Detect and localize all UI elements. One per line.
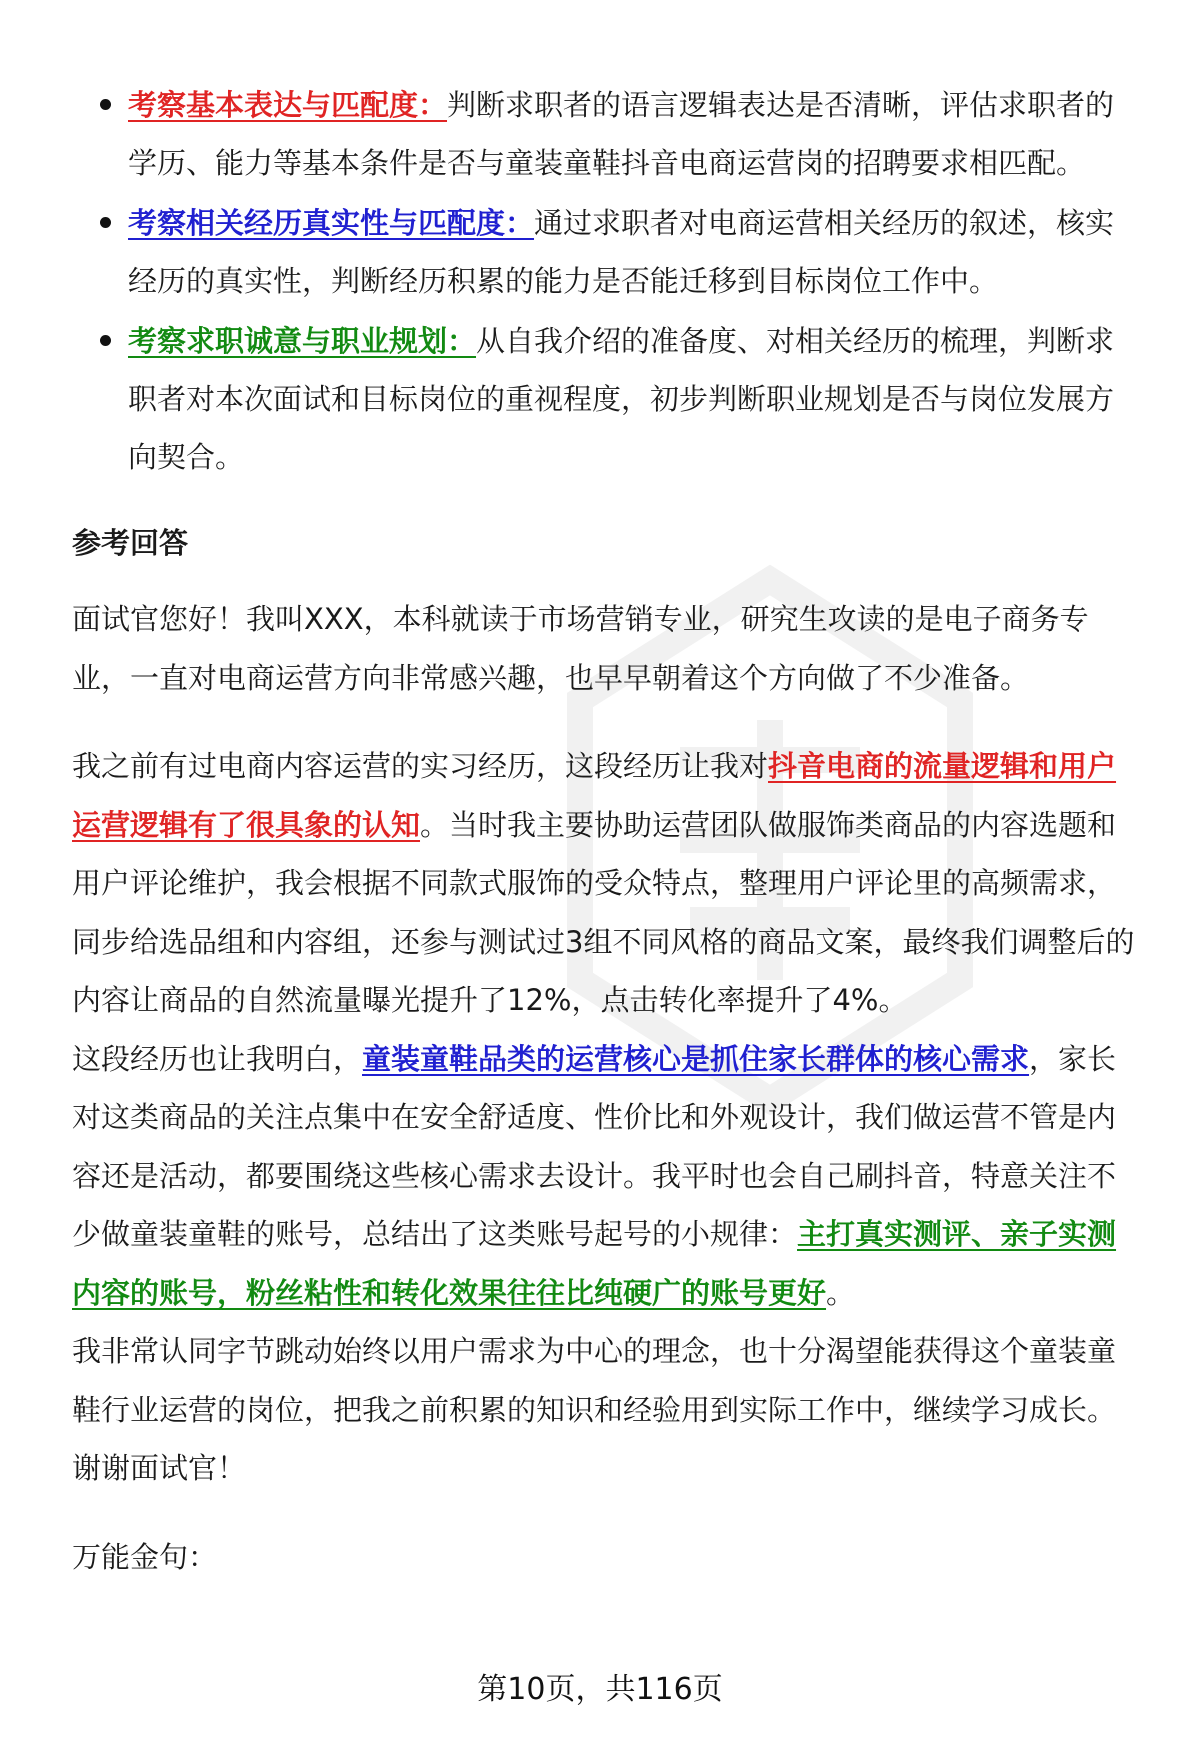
insight-highlight-core-need: 童装童鞋品类的运营核心是抓住家长群体的核心需求 bbox=[362, 1041, 1030, 1076]
answer-experience-paragraph bbox=[72, 737, 1142, 1030]
point-label: 考察求职诚意与职业规划： bbox=[128, 324, 477, 358]
answer-closing-paragraph: 我非常认同字节跳动始终以用户需求为中心的理念，也十分渴望能获得这个童装童鞋行业运营的岗位，把我之前积累的知识和经验用到实际工作中，继续学习成长。谢谢面试官！ bbox=[72, 1334, 1117, 1485]
experience-text-after: 。当时我主要协助运营团队做服饰类商品的内容选题和用户评论维护，我会根据不同款式服饰的受众特点，整理用户评论里的高频需求，同步给选品组和内容组，还参与测试过3组不同风格的商品文案，最终我们调整后的内容让商品的自然流量曝光提升了12%，点击转化率提升了4%。 bbox=[72, 807, 1135, 1017]
golden-sentence-heading: 万能金句： bbox=[72, 1539, 218, 1574]
evaluation-point-sincerity bbox=[72, 312, 1142, 486]
insight-highlight-account-rule: 主打真实测评、亲子实测内容的账号，粉丝粘性和转化效果往往比纯硬广的账号更好 bbox=[72, 1217, 1117, 1310]
experience-highlight: 抖音电商的流量逻辑和用户运营逻辑有了很具象的认知 bbox=[72, 749, 1117, 842]
point-label: 考察相关经历真实性与匹配度： bbox=[128, 206, 535, 240]
answer-intro-paragraph: 面试官您好！我叫XXX，本科就读于市场营销专业，研究生攻读的是电子商务专业，一直对电商运营方向非常感兴趣，也早早朝着这个方向做了不少准备。 bbox=[72, 602, 1089, 695]
evaluation-point-basic-expression bbox=[72, 76, 1142, 192]
section-title-reference-answer: 参考回答 bbox=[72, 526, 189, 560]
insight-text-before: 这段经历也让我明白， bbox=[72, 1041, 363, 1076]
page-number-footer: 第10页，共116页 bbox=[477, 1672, 723, 1707]
experience-text-before: 我之前有过电商内容运营的实习经历，这段经历让我对 bbox=[72, 749, 769, 783]
point-text: 通过求职者对电商运营相关经历的叙述，核实经历的真实性，判断经历积累的能力是否能迁移到目标岗位工作中。 bbox=[128, 206, 1115, 298]
point-text: 判断求职者的语言逻辑表达是否清晰，评估求职者的学历、能力等基本条件是否与童装童鞋抖音电商运营岗的招聘要求相匹配。 bbox=[128, 88, 1115, 180]
point-label: 考察基本表达与匹配度： bbox=[128, 88, 448, 122]
answer-insight-paragraph bbox=[72, 1030, 1142, 1323]
evaluation-points-list bbox=[72, 76, 1142, 486]
evaluation-point-experience bbox=[72, 194, 1142, 310]
insight-text-after: 。 bbox=[826, 1275, 856, 1310]
point-text: 从自我介绍的准备度、对相关经历的梳理，判断求职者对本次面试和目标岗位的重视程度，初步判断职业规划是否与岗位发展方向契合。 bbox=[128, 324, 1115, 474]
insight-text-middle: ，家长对这类商品的关注点集中在安全舒适度、性价比和外观设计，我们做运营不管是内容还是活动，都要围绕这些核心需求去设计。我平时也会自己刷抖音，特意关注不少做童装童鞋的账号，总结出了这类账号起号的小规律： bbox=[72, 1041, 1117, 1251]
document-content bbox=[72, 76, 1142, 1586]
